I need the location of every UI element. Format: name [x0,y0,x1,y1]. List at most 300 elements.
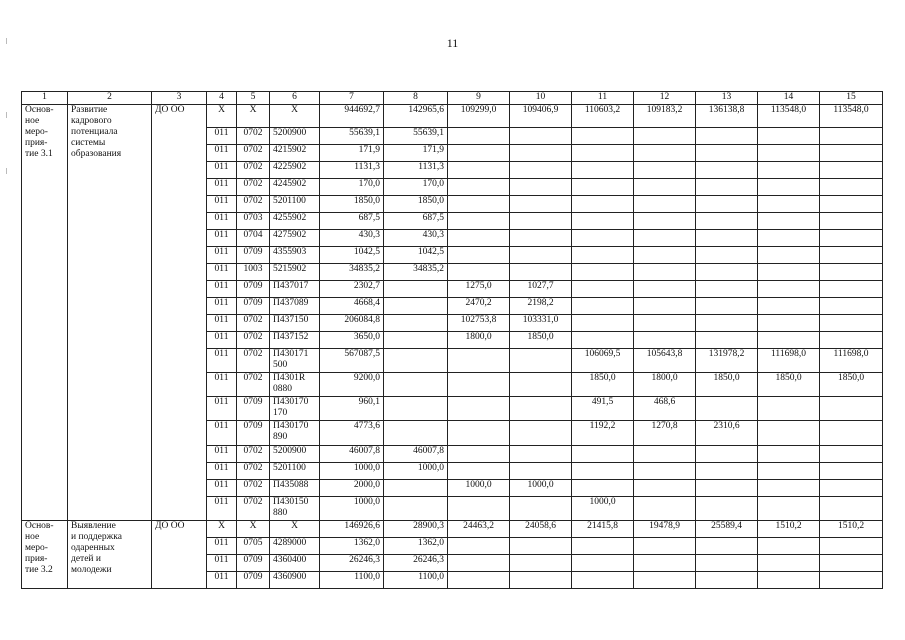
column-number-cell: 3 [152,92,207,105]
year-value-cell [696,497,758,521]
target-code-cell: X [270,521,320,538]
year-value-cell: 103331,0 [510,315,572,332]
column-number-cell: 9 [448,92,510,105]
year-value-cell [384,373,448,397]
total-cell: 3650,0 [320,332,384,349]
year-value-cell [758,555,820,572]
column-number-cell: 14 [758,92,820,105]
year-value-cell [572,298,634,315]
column-number-cell: 6 [270,92,320,105]
year-value-cell [448,264,510,281]
year-value-cell [820,555,883,572]
year-value-cell: 2470,2 [448,298,510,315]
year-value-cell [758,538,820,555]
total-cell: 687,5 [320,213,384,230]
grbs-cell: 011 [207,179,237,196]
total-cell: 1000,0 [320,463,384,480]
year-value-cell [572,213,634,230]
section-cell: 0702 [237,196,270,213]
grbs-cell: 011 [207,332,237,349]
year-value-cell [572,179,634,196]
year-value-cell [384,298,448,315]
total-cell: 430,3 [320,230,384,247]
section-cell: 1003 [237,264,270,281]
year-value-cell [384,349,448,373]
year-value-cell [758,397,820,421]
year-value-cell: 110603,2 [572,105,634,128]
year-value-cell [696,145,758,162]
year-value-cell [820,421,883,446]
year-value-cell [448,196,510,213]
year-value-cell [510,555,572,572]
grbs-cell: 011 [207,315,237,332]
grbs-cell: 011 [207,421,237,446]
total-cell: 171,9 [320,145,384,162]
year-value-cell [696,397,758,421]
year-value-cell [820,128,883,145]
year-value-cell [634,315,696,332]
year-value-cell: 113548,0 [820,105,883,128]
year-value-cell [634,264,696,281]
year-value-cell [696,247,758,264]
section-cell: 0702 [237,145,270,162]
year-value-cell [758,298,820,315]
year-value-cell: 1275,0 [448,281,510,298]
year-value-cell: 2198,2 [510,298,572,315]
measure-name-cell: Выявление и поддержка одаренных детей и молодежи [68,521,152,589]
year-value-cell [384,480,448,497]
year-value-cell [758,145,820,162]
total-cell: 4773,6 [320,421,384,446]
grbs-cell: 011 [207,480,237,497]
year-value-cell [696,315,758,332]
total-cell: 2000,0 [320,480,384,497]
column-number-row [22,92,883,105]
year-value-cell [448,538,510,555]
section-cell: 0709 [237,421,270,446]
year-value-cell: 1850,0 [384,196,448,213]
year-value-cell [820,497,883,521]
year-value-cell [820,463,883,480]
year-value-cell [510,538,572,555]
year-value-cell [820,315,883,332]
year-value-cell [758,446,820,463]
year-value-cell [510,349,572,373]
year-value-cell [696,128,758,145]
year-value-cell: 111698,0 [820,349,883,373]
year-value-cell [572,572,634,589]
section-cell: 0702 [237,128,270,145]
year-value-cell [758,480,820,497]
target-code-cell: 4215902 [270,145,320,162]
year-value-cell [448,128,510,145]
year-value-cell [696,480,758,497]
grbs-cell: 011 [207,446,237,463]
target-code-cell: 4255902 [270,213,320,230]
column-number-cell: 7 [320,92,384,105]
year-value-cell [384,315,448,332]
grbs-cell: 011 [207,230,237,247]
year-value-cell [820,264,883,281]
target-code-cell: 4275902 [270,230,320,247]
section-cell: 0702 [237,332,270,349]
year-value-cell: 1042,5 [384,247,448,264]
target-code-cell: 4245902 [270,179,320,196]
year-value-cell [820,332,883,349]
year-value-cell: 1850,0 [510,332,572,349]
grbs-cell: 011 [207,497,237,521]
grbs-cell: 011 [207,373,237,397]
year-value-cell [384,497,448,521]
year-value-cell [572,555,634,572]
year-value-cell [510,179,572,196]
year-value-cell [572,463,634,480]
year-value-cell [510,230,572,247]
grbs-cell: 011 [207,128,237,145]
year-value-cell [634,538,696,555]
total-cell: 1000,0 [320,497,384,521]
section-cell: 0709 [237,281,270,298]
year-value-cell [758,332,820,349]
year-value-cell: 171,9 [384,145,448,162]
total-cell: 1850,0 [320,196,384,213]
total-cell: 960,1 [320,397,384,421]
target-code-cell: П430170 170 [270,397,320,421]
target-code-cell: 5201100 [270,463,320,480]
total-cell: 170,0 [320,179,384,196]
year-value-cell [448,162,510,179]
section-cell: 0702 [237,315,270,332]
section-cell: 0709 [237,555,270,572]
year-value-cell [510,421,572,446]
target-code-cell: 5200900 [270,128,320,145]
section-cell: 0702 [237,349,270,373]
year-value-cell [696,463,758,480]
total-cell: 9200,0 [320,373,384,397]
year-value-cell: 26246,3 [384,555,448,572]
year-value-cell [634,281,696,298]
year-value-cell [510,397,572,421]
column-number-cell: 5 [237,92,270,105]
total-cell: 1362,0 [320,538,384,555]
target-code-cell: П4301R 0880 [270,373,320,397]
target-code-cell: 5215902 [270,264,320,281]
grbs-cell: 011 [207,572,237,589]
year-value-cell [634,128,696,145]
year-value-cell: 25589,4 [696,521,758,538]
year-value-cell [758,463,820,480]
year-value-cell [448,497,510,521]
year-value-cell [572,196,634,213]
section-cell: 0702 [237,497,270,521]
year-value-cell [572,145,634,162]
year-value-cell [634,162,696,179]
section-cell: 0709 [237,397,270,421]
section-cell: 0709 [237,247,270,264]
total-cell: 55639,1 [320,128,384,145]
total-cell: 1042,5 [320,247,384,264]
year-value-cell [820,247,883,264]
year-value-cell [758,213,820,230]
year-value-cell: 131978,2 [696,349,758,373]
section-cell: 0702 [237,162,270,179]
grbs-cell: 011 [207,349,237,373]
year-value-cell: 1000,0 [510,480,572,497]
section-cell: X [237,105,270,128]
year-value-cell [448,463,510,480]
section-cell: 0709 [237,572,270,589]
year-value-cell [510,373,572,397]
total-cell: 146926,6 [320,521,384,538]
year-value-cell: 1000,0 [384,463,448,480]
year-value-cell [510,463,572,480]
year-value-cell [572,538,634,555]
year-value-cell: 1850,0 [820,373,883,397]
year-value-cell [510,572,572,589]
total-cell: 1131,3 [320,162,384,179]
year-value-cell: 109299,0 [448,105,510,128]
section-cell: 0702 [237,463,270,480]
year-value-cell: 2310,6 [696,421,758,446]
section-cell: 0705 [237,538,270,555]
grbs-cell: 011 [207,538,237,555]
year-value-cell [572,446,634,463]
target-code-cell: 4289000 [270,538,320,555]
year-value-cell: 1510,2 [758,521,820,538]
page-number: 11 [446,36,459,50]
year-value-cell: 46007,8 [384,446,448,463]
table-row [22,521,883,538]
year-value-cell [820,446,883,463]
year-value-cell: 109406,9 [510,105,572,128]
year-value-cell [696,162,758,179]
year-value-cell [820,538,883,555]
year-value-cell [448,230,510,247]
total-cell: 1100,0 [320,572,384,589]
total-cell: 567087,5 [320,349,384,373]
year-value-cell [448,446,510,463]
total-cell: 34835,2 [320,264,384,281]
year-value-cell [448,213,510,230]
column-number-cell: 12 [634,92,696,105]
grbs-cell: 011 [207,397,237,421]
column-number-cell: 1 [22,92,68,105]
year-value-cell: 1510,2 [820,521,883,538]
grbs-cell: 011 [207,196,237,213]
grbs-cell: 011 [207,145,237,162]
target-code-cell: П437089 [270,298,320,315]
year-value-cell [510,497,572,521]
column-number-cell: 8 [384,92,448,105]
year-value-cell [696,281,758,298]
section-cell: 0702 [237,480,270,497]
year-value-cell [510,145,572,162]
year-value-cell [820,230,883,247]
column-number-cell: 13 [696,92,758,105]
year-value-cell [448,397,510,421]
year-value-cell: 1131,3 [384,162,448,179]
column-number-cell: 11 [572,92,634,105]
executor-cell: ДО ОО [152,521,207,589]
year-value-cell [696,179,758,196]
target-code-cell: П437152 [270,332,320,349]
column-number-cell: 10 [510,92,572,105]
year-value-cell [384,397,448,421]
year-value-cell [696,332,758,349]
year-value-cell [448,179,510,196]
year-value-cell: 468,6 [634,397,696,421]
year-value-cell: 19478,9 [634,521,696,538]
measure-cell: Основ- ное меро- прия- тие 3.2 [22,521,68,589]
year-value-cell [634,145,696,162]
year-value-cell: 1270,8 [634,421,696,446]
year-value-cell [758,162,820,179]
year-value-cell [634,555,696,572]
grbs-cell: 011 [207,298,237,315]
year-value-cell [510,446,572,463]
year-value-cell: 1192,2 [572,421,634,446]
table-row [22,105,883,128]
year-value-cell [384,281,448,298]
year-value-cell [384,421,448,446]
target-code-cell: П437150 [270,315,320,332]
year-value-cell [634,480,696,497]
year-value-cell [634,213,696,230]
year-value-cell [820,162,883,179]
year-value-cell [510,196,572,213]
year-value-cell [820,298,883,315]
target-code-cell: 4360900 [270,572,320,589]
year-value-cell [634,446,696,463]
year-value-cell: 24058,6 [510,521,572,538]
year-value-cell: 1800,0 [448,332,510,349]
year-value-cell [572,128,634,145]
column-number-cell: 15 [820,92,883,105]
year-value-cell: 55639,1 [384,128,448,145]
grbs-cell: 011 [207,555,237,572]
year-value-cell [572,162,634,179]
year-value-cell [572,264,634,281]
target-code-cell: П430170 890 [270,421,320,446]
year-value-cell [448,247,510,264]
year-value-cell [448,421,510,446]
year-value-cell [696,213,758,230]
year-value-cell: 113548,0 [758,105,820,128]
budget-table [21,91,883,589]
year-value-cell: 34835,2 [384,264,448,281]
year-value-cell: 1800,0 [634,373,696,397]
executor-cell: ДО ОО [152,105,207,521]
year-value-cell: 24463,2 [448,521,510,538]
year-value-cell [820,572,883,589]
year-value-cell: 109183,2 [634,105,696,128]
scan-mark [6,168,7,174]
year-value-cell: 136138,8 [696,105,758,128]
year-value-cell [820,179,883,196]
year-value-cell: 687,5 [384,213,448,230]
year-value-cell [696,264,758,281]
target-code-cell: 5201100 [270,196,320,213]
year-value-cell: 1850,0 [696,373,758,397]
year-value-cell [634,572,696,589]
grbs-cell: 011 [207,213,237,230]
section-cell: 0704 [237,230,270,247]
year-value-cell [384,332,448,349]
year-value-cell: 1000,0 [448,480,510,497]
year-value-cell [572,315,634,332]
year-value-cell [634,179,696,196]
year-value-cell: 1100,0 [384,572,448,589]
year-value-cell [696,446,758,463]
year-value-cell: 106069,5 [572,349,634,373]
year-value-cell: 1850,0 [572,373,634,397]
year-value-cell [758,281,820,298]
year-value-cell [510,264,572,281]
year-value-cell [572,247,634,264]
year-value-cell [572,281,634,298]
year-value-cell [634,230,696,247]
target-code-cell: П437017 [270,281,320,298]
year-value-cell [510,128,572,145]
year-value-cell [634,298,696,315]
grbs-cell: 011 [207,463,237,480]
year-value-cell [448,145,510,162]
grbs-cell: 011 [207,264,237,281]
grbs-cell: X [207,521,237,538]
year-value-cell [820,397,883,421]
section-cell: 0709 [237,298,270,315]
target-code-cell: 5200900 [270,446,320,463]
year-value-cell [634,497,696,521]
grbs-cell: 011 [207,281,237,298]
year-value-cell [758,315,820,332]
year-value-cell [448,572,510,589]
year-value-cell [696,538,758,555]
year-value-cell [634,196,696,213]
total-cell: 206084,8 [320,315,384,332]
year-value-cell: 1027,7 [510,281,572,298]
section-cell: X [237,521,270,538]
target-code-cell: П435088 [270,480,320,497]
target-code-cell: П430171 500 [270,349,320,373]
target-code-cell: X [270,105,320,128]
column-number-cell: 2 [68,92,152,105]
year-value-cell [448,555,510,572]
year-value-cell [634,247,696,264]
grbs-cell: 011 [207,162,237,179]
target-code-cell: 4225902 [270,162,320,179]
year-value-cell [758,497,820,521]
year-value-cell [758,196,820,213]
total-cell: 944692,7 [320,105,384,128]
measure-cell: Основ- ное меро- прия- тие 3.1 [22,105,68,521]
year-value-cell: 1362,0 [384,538,448,555]
year-value-cell [696,298,758,315]
section-cell: 0703 [237,213,270,230]
target-code-cell: 4360400 [270,555,320,572]
year-value-cell [820,213,883,230]
year-value-cell: 105643,8 [634,349,696,373]
grbs-cell: 011 [207,247,237,264]
scan-mark [6,38,7,44]
year-value-cell [820,480,883,497]
year-value-cell [510,162,572,179]
year-value-cell [448,373,510,397]
total-cell: 4668,4 [320,298,384,315]
year-value-cell [758,572,820,589]
year-value-cell [820,281,883,298]
scan-mark [6,112,7,118]
